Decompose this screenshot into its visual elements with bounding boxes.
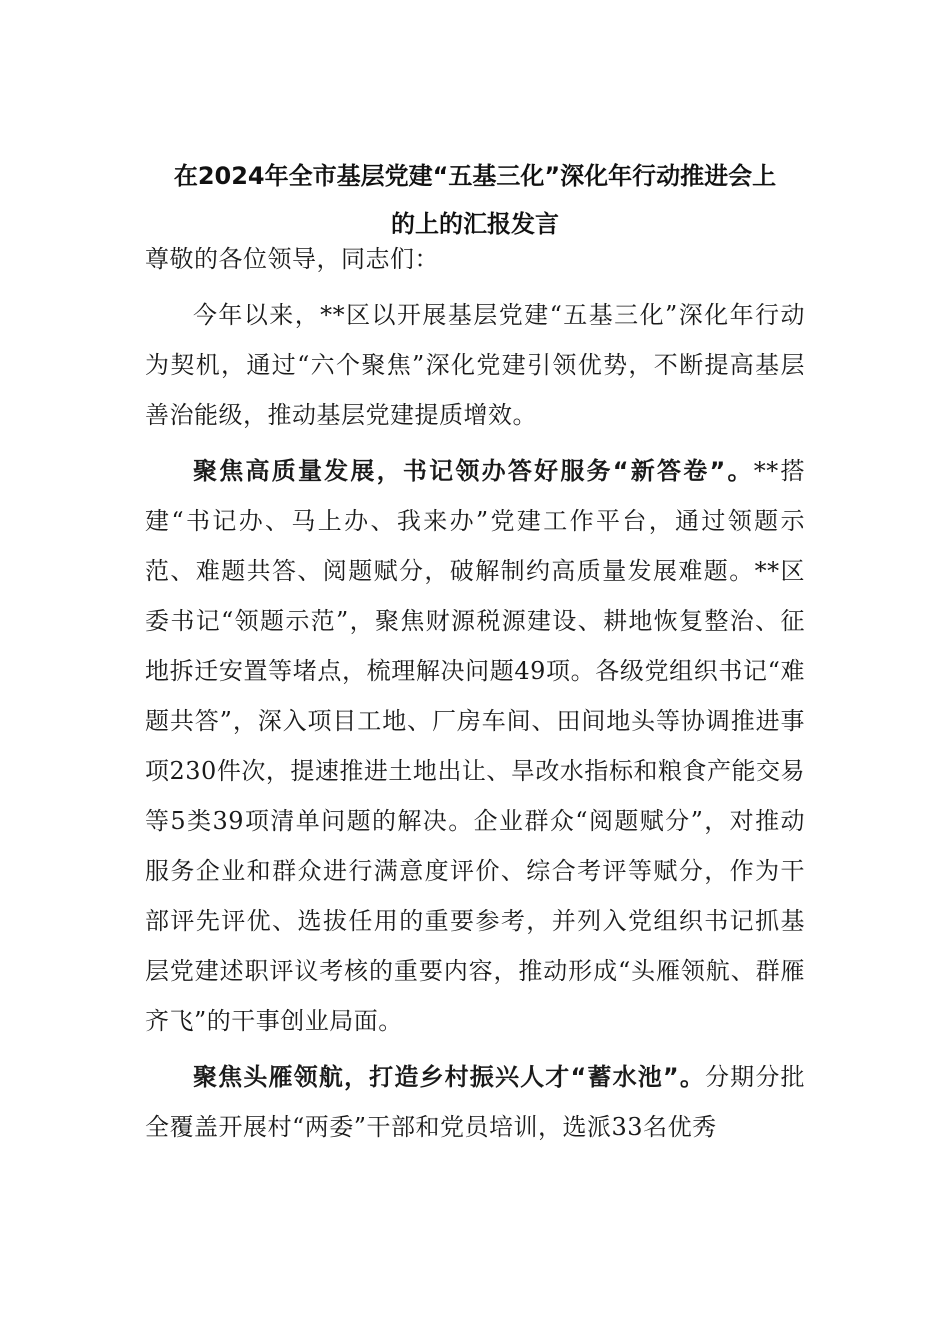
document-body [145,234,805,1152]
intro-paragraph: 今年以来，**区以开展基层党建“五基三化”深化年行动为契机，通过“六个聚焦”深化党建引领优势，不断提高基层善治能级，推动基层党建提质增效。 [145,301,805,429]
title-line-1: 在2024年全市基层党建“五基三化”深化年行动推进会上 [173,162,777,190]
section-2-heading: 聚焦头雁领航，打造乡村振兴人才“蓄水池”。 [193,1063,706,1091]
salutation: 尊敬的各位领导，同志们： [145,245,439,273]
section-2-body: 分期分批全覆盖开展村“两委”干部和党员培训，选派33名优秀 [145,1063,806,1141]
section-1-heading: 聚焦高质量发展，书记领办答好服务“新答卷”。 [193,457,754,485]
section-1-body: **搭建“书记办、马上办、我来办”党建工作平台，通过领题示范、难题共答、阅题赋分，破解制约高质量发展难题。**区委书记“领题示范”，聚焦财源税源建设、耕地恢复整治、征地拆迁安置等堵点，梳理解决问题49项。各级党组织书记“难题共答”，深入项目工地、厂房车间、田间地头等协调推进事项230件次，提速推进土地出让、旱改水指标和粮食产能交易等5类39项清单问题的解决。企业群众“阅题赋分”，对推动服务企业和群众进行满意度评价、综合考评等赋分，作为干部评先评优、选拔任用的重要参考，并列入党组织书记抓基层党建述职评议考核的重要内容，推动形成“头雁领航、群雁齐飞”的干事创业局面。 [145,457,806,1035]
title-line-2: 的上的汇报发言 [391,210,559,238]
section-2-paragraph [145,1052,805,1152]
section-1-paragraph [145,446,805,1046]
